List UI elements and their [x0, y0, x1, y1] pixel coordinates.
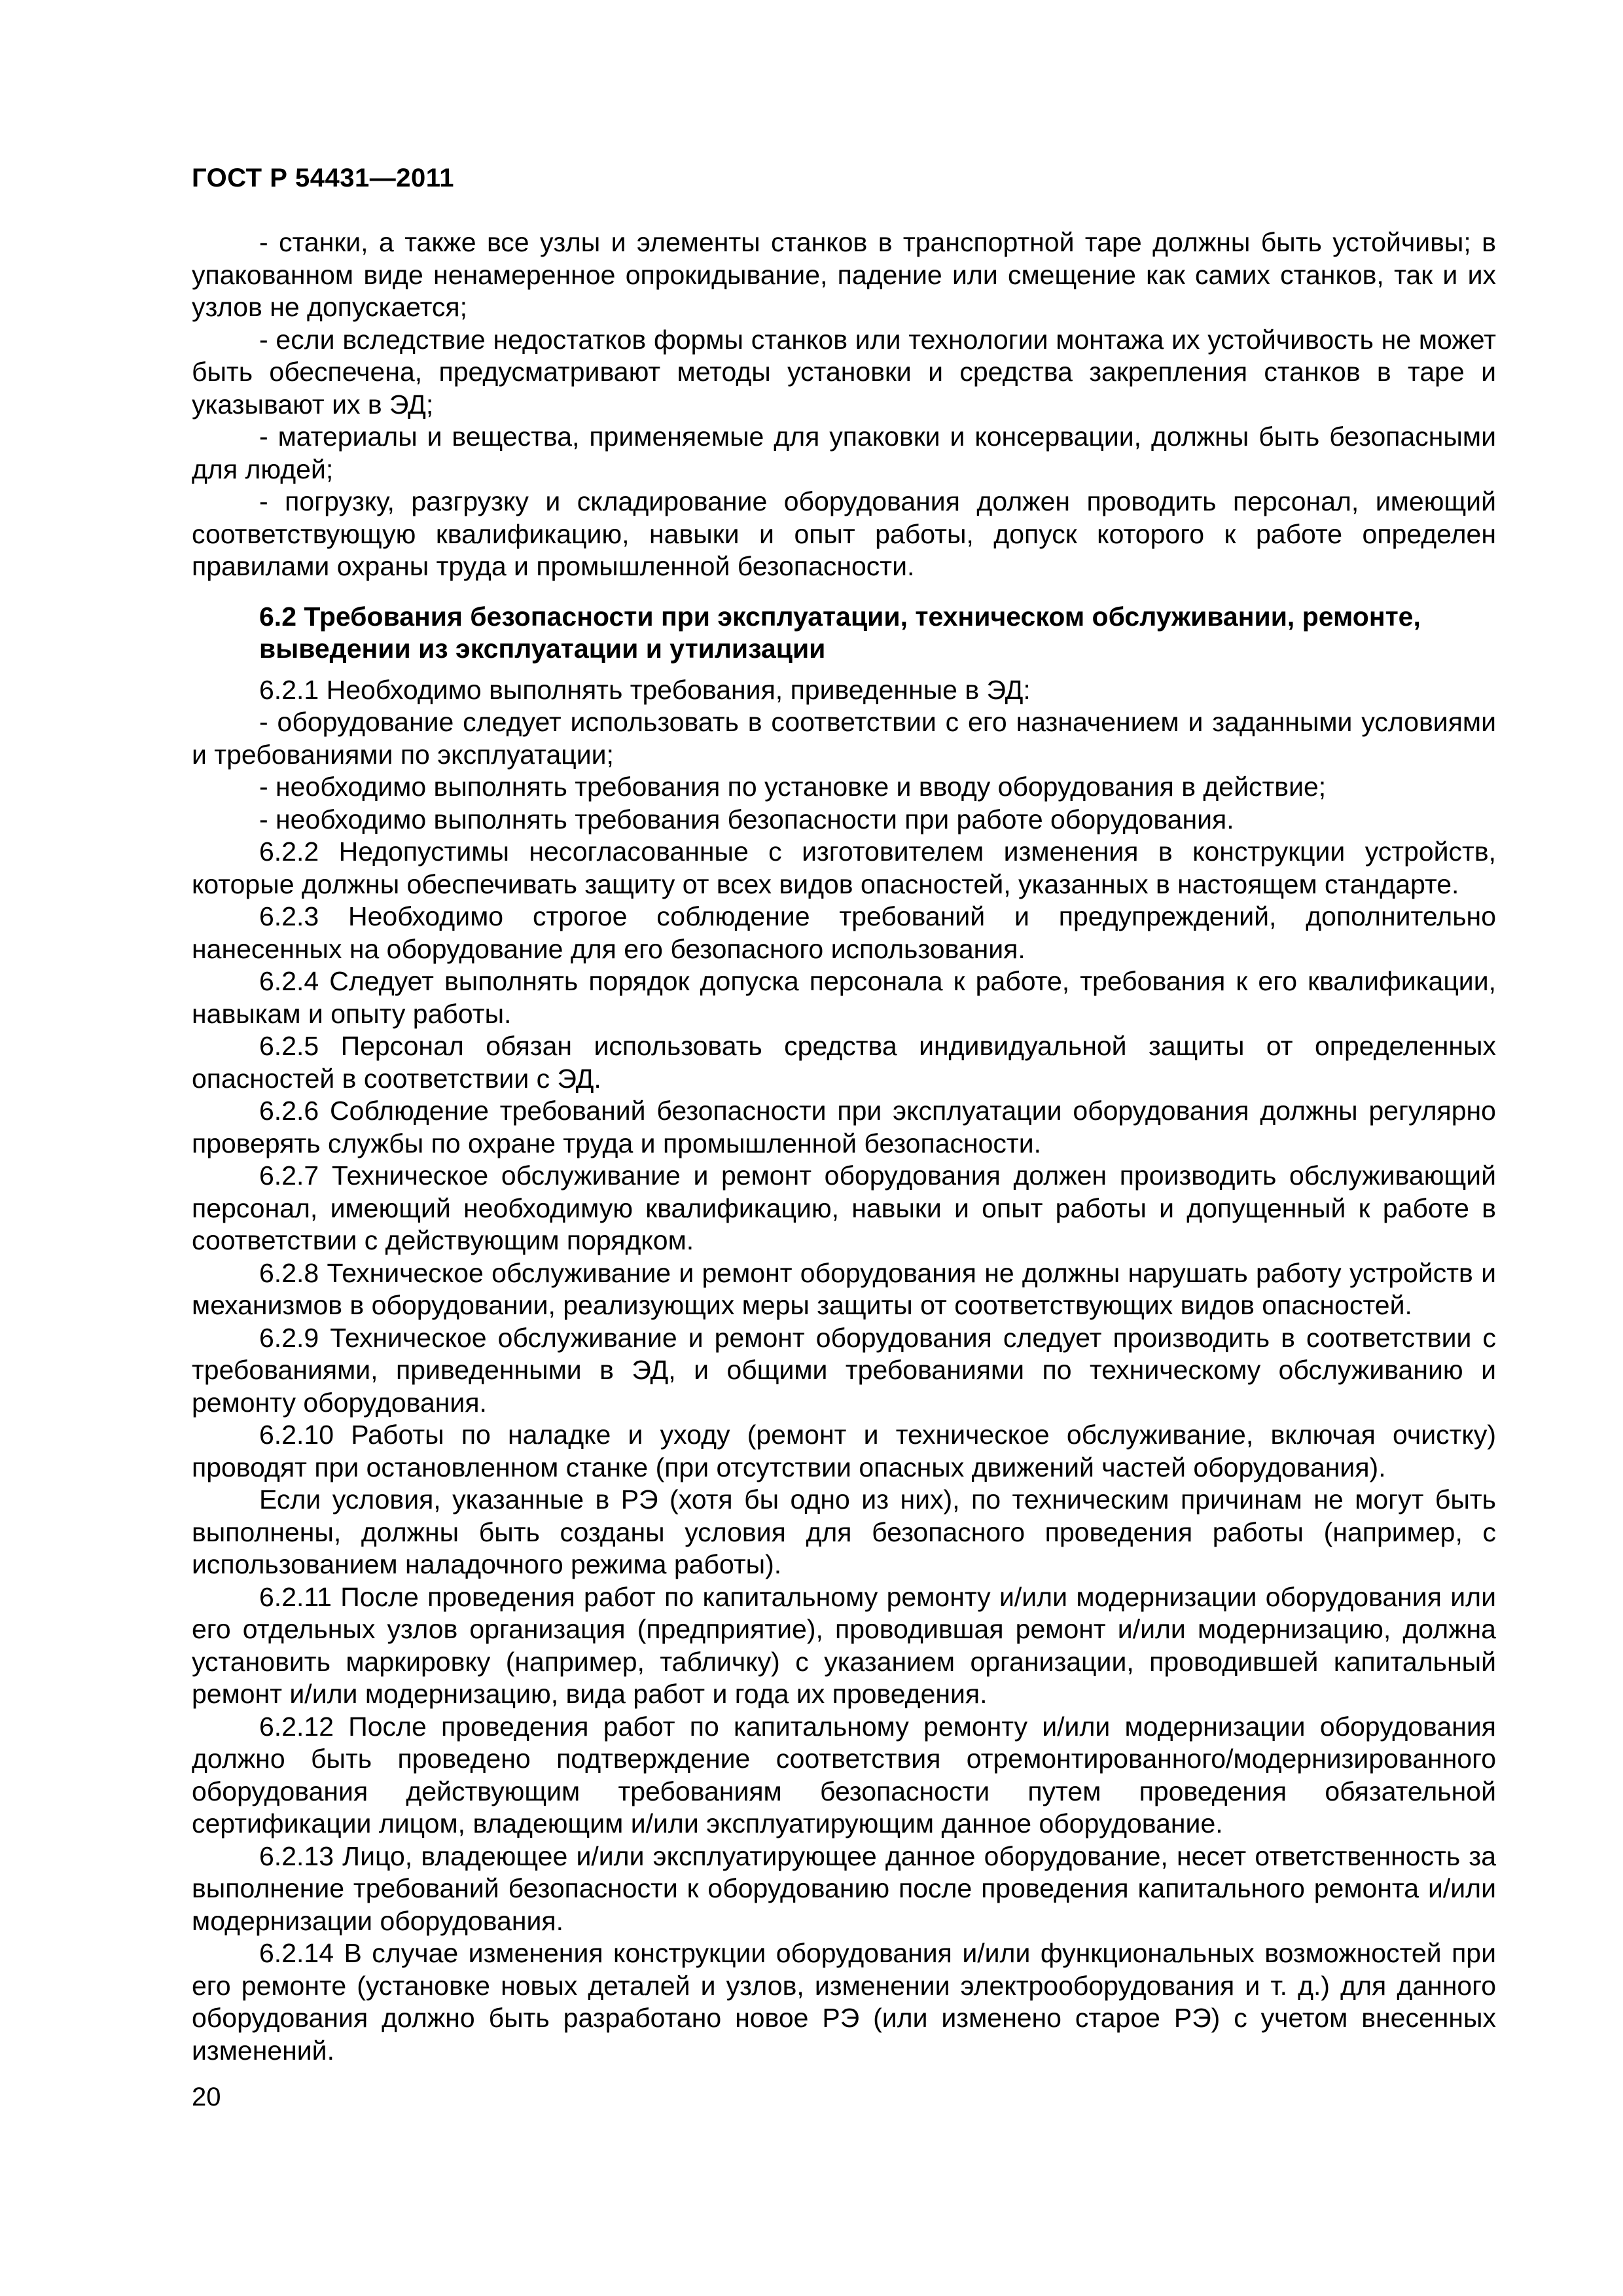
paragraph: Если условия, указанные в РЭ (хотя бы одно из них), по техническим причинам не могут быть выполнены, должны быть созданы условия для безопасного проведения работы (например, с использованием наладочного режима работы). — [192, 1484, 1496, 1579]
paragraph: 6.2.11 После проведения работ по капитальному ремонту и/или модернизации оборудования или его отдельных узлов организация (предприятие), проводившая ремонт и/или модернизацию, должна установить маркировку (например, табличку) с указанием организации, проводившей капитальный ремонт и/или модернизацию, вида работ и года их проведения. — [192, 1581, 1496, 1709]
document-body — [192, 226, 1496, 2067]
paragraph: 6.2.5 Персонал обязан использовать средства индивидуальной защиты от определенных опасностей в соответствии с ЭД. — [192, 1031, 1496, 1094]
paragraph: - необходимо выполнять требования безопасности при работе оборудования. — [259, 804, 1234, 834]
page-number: 20 — [192, 2083, 221, 2111]
paragraph: 6.2.6 Соблюдение требований безопасности при эксплуатации оборудования должны регулярно проверять службы по охране труда и промышленной безопасности. — [192, 1096, 1496, 1158]
paragraph: 6.2.9 Техническое обслуживание и ремонт оборудования следует производить в соответствии с требованиями, приведенными в ЭД, и общими требованиями по техническому обслуживанию и ремонту оборудования. — [192, 1322, 1496, 1418]
paragraph: 6.2.3 Необходимо строгое соблюдение требований и предупреждений, дополнительно нанесенных на оборудование для его безопасного использования. — [192, 901, 1496, 964]
paragraph: 6.2.10 Работы по наладке и уходу (ремонт и техническое обслуживание, включая очистку) проводят при остановленном станке (при отсутствии опасных движений частей оборудования). — [192, 1420, 1496, 1482]
paragraph: 6.2.7 Техническое обслуживание и ремонт оборудования должен производить обслуживающий персонал, имеющий необходимую квалификацию, навыки и опыт работы и допущенный к работе в соответствии с действующим порядком. — [192, 1160, 1496, 1255]
paragraph: - если вследствие недостатков формы станков или технологии монтажа их устойчивость не может быть обеспечена, предусматривают методы установки и средства закрепления станков в таре и указывают их в ЭД; — [192, 324, 1496, 420]
page-header: ГОСТ Р 54431—2011 — [192, 164, 454, 192]
paragraph: 6.2.12 После проведения работ по капитальному ремонту и/или модернизации оборудования должно быть проведено подтверждение соответствия отремонтированного/модернизированного оборудования действующим требованиям безопасности путем проведения обязательной сертификации лицом, владеющим и/или эксплуатирующим данное оборудование. — [192, 1711, 1496, 1839]
paragraph: 6.2.8 Техническое обслуживание и ремонт оборудования не должны нарушать работу устройств и механизмов в оборудовании, реализующих меры защиты от соответствующих видов опасностей. — [192, 1257, 1496, 1320]
paragraph: - погрузку, разгрузку и складирование оборудования должен проводить персонал, имеющий соответствующую квалификацию, навыки и опыт работы, допуск которого к работе определен правилами охраны труда и промышленной безопасности. — [192, 486, 1496, 581]
paragraph: - оборудование следует использовать в соответствии с его назначением и заданными условиями и требованиями по эксплуатации; — [192, 707, 1496, 770]
paragraph: 6.2.14 В случае изменения конструкции оборудования и/или функциональных возможностей при его ремонте (установке новых деталей и узлов, изменении электрооборудования и т. д.) для данного оборудования должно быть разработано новое РЭ (или изменено старое РЭ) с учетом внесенных изменений. — [192, 1938, 1496, 2066]
section-heading: 6.2 Требования безопасности при эксплуатации, техническом обслуживании, ремонте, выведении из эксплуатации и утилизации — [259, 601, 1421, 664]
paragraph: 6.2.2 Недопустимы несогласованные с изготовителем изменения в конструкции устройств, которые должны обеспечивать защиту от всех видов опасностей, указанных в настоящем стандарте. — [192, 836, 1496, 899]
paragraph: 6.2.4 Следует выполнять порядок допуска персонала к работе, требования к его квалификации, навыкам и опыту работы. — [192, 966, 1496, 1029]
paragraph: - материалы и вещества, применяемые для упаковки и консервации, должны быть безопасными для людей; — [192, 422, 1496, 484]
paragraph: - станки, а также все узлы и элементы станков в транспортной таре должны быть устойчивы; в упакованном виде ненамеренное опрокидывание, падение или смещение как самих станков, так и их узлов не допускается; — [192, 227, 1496, 322]
paragraph: 6.2.13 Лицо, владеющее и/или эксплуатирующее данное оборудование, несет ответственность за выполнение требований безопасности к оборудованию после проведения капитального ремонта и/или модернизации оборудования. — [192, 1840, 1496, 1936]
paragraph: - необходимо выполнять требования по установке и вводу оборудования в действие; — [259, 772, 1327, 802]
paragraph: 6.2.1 Необходимо выполнять требования, приведенные в ЭД: — [259, 674, 1031, 705]
